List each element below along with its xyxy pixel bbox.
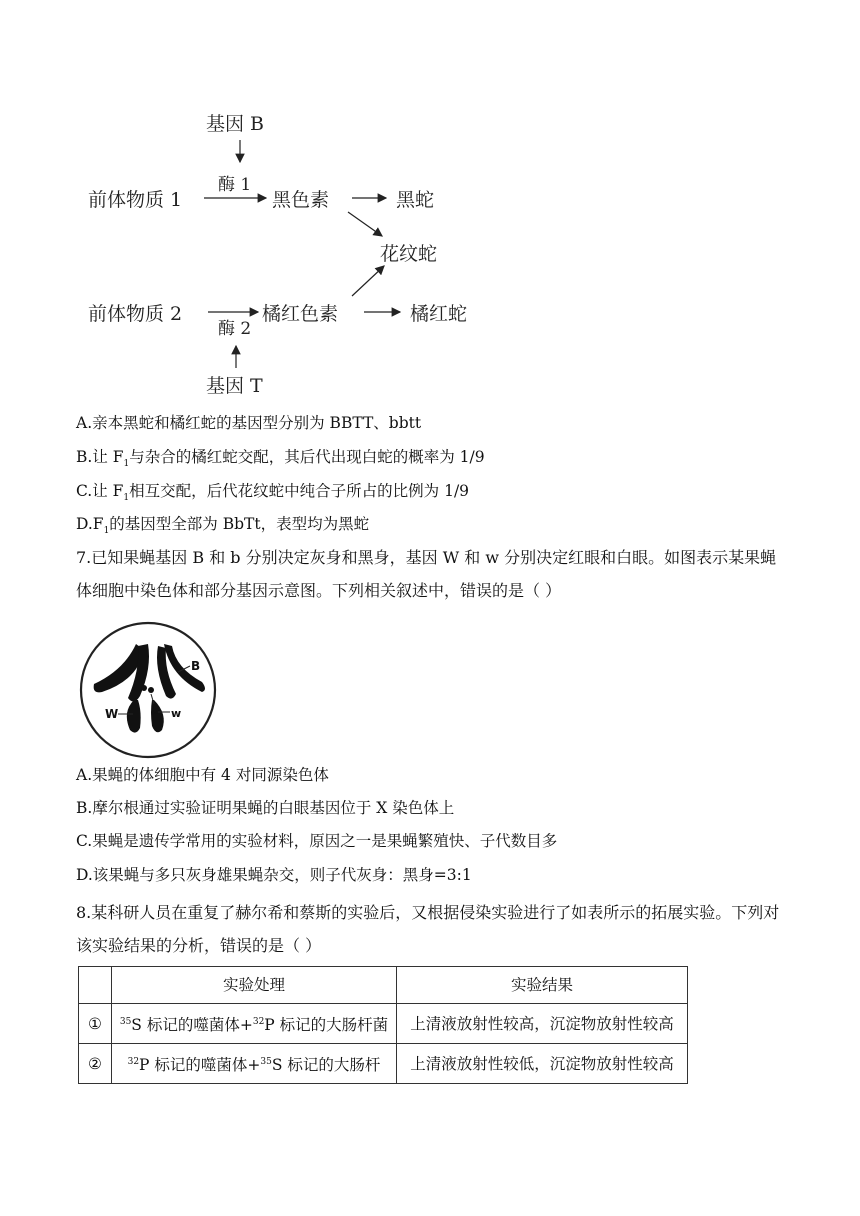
- pigment-pathway-diagram: [0, 100, 520, 400]
- experiment-table: [78, 966, 688, 1084]
- precursor1-label: 前体物质 1: [88, 189, 183, 211]
- table-header-row: [79, 967, 688, 1004]
- q7-option-a: A.果蝇的体细胞中有 4 对同源染色体: [76, 766, 329, 784]
- treatment-cell: $^{32}$P 标记的噬菌体+$^{35}$S 标记的大肠杆: [112, 1044, 397, 1084]
- q7-option-b: B.摩尔根通过实验证明果蝇的白眼基因位于 X 染色体上: [76, 799, 455, 817]
- gene-B-label: B: [191, 659, 201, 673]
- q8-stem: 8.某科研人员在重复了赫尔希和蔡斯的实验后，又根据侵染实验进行了如表所示的拓展实验。下列对该实验结果的分析，错误的是（ ）: [76, 903, 780, 955]
- q6-option-c: C.让 $F_1$相互交配，后代花纹蛇中纯合子所占的比例为 1/9: [76, 482, 470, 504]
- q6-option-d: $D.F_1$的基因型全部为 BbTt，表型均为黑蛇: [76, 515, 370, 537]
- gene-b-small-label: b: [151, 704, 159, 717]
- q7-option-d: D.该果蝇与多只灰身雄果蝇杂交，则子代灰身：黑身=3:1: [76, 866, 472, 884]
- precursor2-label: 前体物质 2: [88, 303, 183, 325]
- fruit-fly-chromosome-figure: [78, 620, 218, 760]
- table-header-cell: 实验结果: [397, 967, 688, 1004]
- q6-option-a: A.亲本黑蛇和橘红蛇的基因型分别为 BBTT、bbtt: [76, 414, 422, 432]
- row-number: ①: [79, 1004, 112, 1044]
- black-snake-label: 黑蛇: [396, 189, 435, 211]
- row-number: ②: [79, 1044, 112, 1084]
- table-row: [79, 1044, 688, 1084]
- result-cell: 上清液放射性较高，沉淀物放射性较高: [397, 1004, 688, 1044]
- q7-option-c: C.果蝇是遗传学常用的实验材料，原因之一是果蝇繁殖快、子代数目多: [76, 832, 558, 850]
- table-row: [79, 1004, 688, 1044]
- melanin-label: 黑色素: [272, 189, 330, 211]
- q6-option-b: B.让 $F_1$与杂合的橘红蛇交配，其后代出现白蛇的概率为 1/9: [76, 448, 485, 470]
- gene-t-label: 基因 T: [206, 375, 263, 397]
- gene-w-label: w: [171, 707, 182, 720]
- enzyme1-label: 酶 1: [218, 175, 252, 195]
- q7-stem: 7.已知果蝇基因 B 和 b 分别决定灰身和黑身，基因 W 和 w 分别决定红眼和白眼。如图表示某果蝇体细胞中染色体和部分基因示意图。下列相关叙述中，错误的是（ ）: [76, 548, 777, 600]
- table-header-cell: 实验处理: [112, 967, 397, 1004]
- pattern-snake-label: 花纹蛇: [380, 243, 438, 265]
- arrow-orange-pattern: [352, 266, 384, 296]
- enzyme2-label: 酶 2: [218, 319, 252, 339]
- gene-b-label: 基因 B: [206, 113, 265, 135]
- treatment-cell: $^{35}$S 标记的噬菌体+$^{32}$P 标记的大肠杆菌: [112, 1004, 397, 1044]
- result-cell: 上清液放射性较低，沉淀物放射性较高: [397, 1044, 688, 1084]
- orange-pigment-label: 橘红色素: [262, 303, 339, 325]
- table-header-cell: [79, 967, 112, 1004]
- orange-snake-label: 橘红蛇: [410, 303, 468, 325]
- arrow-melanin-pattern: [348, 212, 382, 236]
- gene-W-label: W: [105, 707, 119, 721]
